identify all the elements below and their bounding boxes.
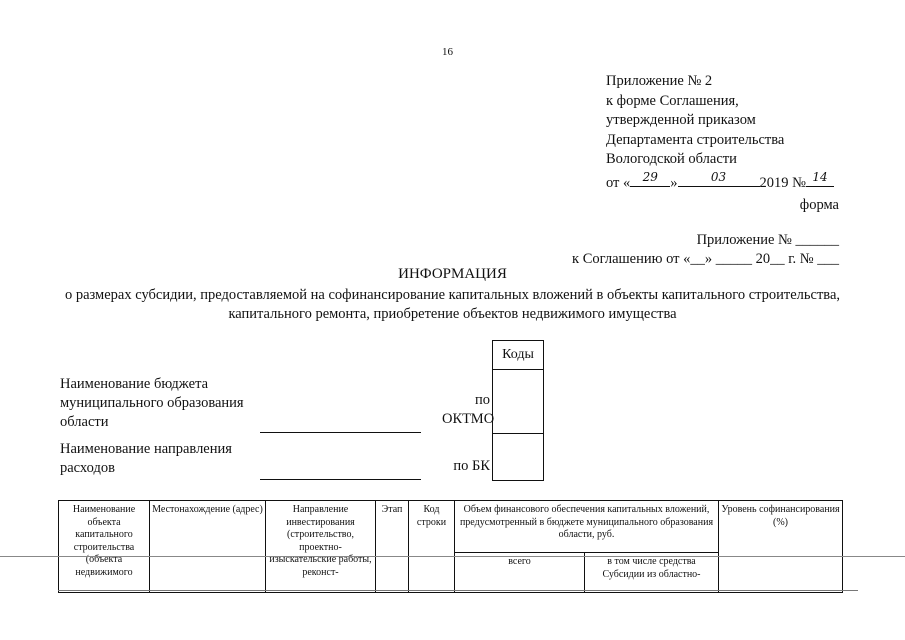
direction-line[interactable]: [260, 479, 421, 480]
header-financing-volume: Объем финансового обеспечения капитальных вложений, предусмотренный в бюджете муниципального образования области, руб.: [455, 501, 719, 553]
date-month-handwritten: 03: [710, 169, 727, 184]
header-row-code: Код строки: [409, 501, 455, 593]
subheader-subsidy: в том числе средства Субсидии из областно-: [585, 553, 719, 593]
budget-name-line[interactable]: [260, 432, 421, 433]
date-day-field: [630, 170, 670, 187]
appendix-header: [606, 72, 834, 193]
header-investment-direction: Направление инвестирования (строительство, проектно-изыскательские работы, реконст-: [266, 501, 376, 593]
header-cofinancing-level: Уровень софинансирования (%): [719, 501, 843, 593]
appendix-ref-line1: Приложение № ______: [696, 232, 839, 248]
date-year: 2019 №: [759, 174, 806, 191]
direction-label: Наименование направления расходов: [60, 441, 232, 476]
codes-header: Коды: [493, 341, 544, 370]
date-month-field: [678, 170, 760, 187]
subsidy-table: [58, 500, 843, 593]
appendix-line: Вологодской области: [606, 151, 737, 167]
codes-table: [492, 340, 544, 481]
header-object-name: Наименование объекта капитального строительства (объекта недвижимого: [59, 501, 150, 593]
page-cut-line: [0, 556, 905, 557]
oktmo-code-cell[interactable]: [493, 370, 544, 434]
budget-name-label: Наименование бюджета муниципального образования области: [60, 376, 244, 430]
header-location: Местонахождение (адрес): [150, 501, 266, 593]
appendix-line: утвержденной приказом: [606, 112, 756, 128]
appendix-line: Приложение № 2: [606, 73, 713, 89]
bk-code-cell[interactable]: [493, 434, 544, 481]
appendix-date-line: [606, 170, 834, 194]
appendix-line: к форме Соглашения,: [606, 92, 739, 109]
appendix-ref-line2: к Соглашению от «__» _____ 20__ г. № ___: [572, 251, 839, 267]
date-prefix: от «: [606, 174, 631, 191]
order-number-field: [806, 170, 834, 187]
form-label: форма: [799, 197, 839, 213]
appendix-line: Департамента строительства: [606, 131, 785, 148]
subheader-total: всего: [455, 553, 585, 593]
order-number-handwritten: 14: [812, 169, 828, 184]
date-day-handwritten: 29: [642, 169, 658, 184]
bk-label: по БК: [453, 458, 490, 474]
appendix-reference: [572, 231, 839, 269]
header-stage: Этап: [376, 501, 409, 593]
page-number: 16: [442, 46, 453, 58]
date-separator: »: [670, 174, 678, 191]
document-title: ИНФОРМАЦИЯ: [398, 266, 507, 282]
oktmo-label: по ОКТМО: [442, 392, 495, 427]
document-subtitle: о размерах субсидии, предоставляемой на софинансирование капитальных вложений в объекты капитального строительства, капитального ремонта, приобретение объектов недвижимого имущества: [64, 287, 841, 322]
table-header-row: [59, 501, 843, 553]
page-bottom-edge: [58, 590, 858, 591]
